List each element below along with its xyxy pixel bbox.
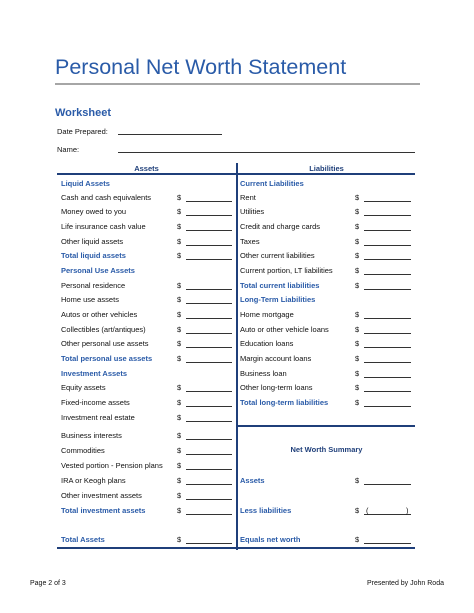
assets-row-label: Liquid Assets <box>61 179 110 188</box>
column-divider <box>236 163 238 550</box>
assets-amount-field[interactable] <box>186 318 232 319</box>
liabilities-row-label: Auto or other vehicle loans <box>240 325 329 334</box>
assets-row-label: Commodities <box>61 446 105 455</box>
assets-row-label: Life insurance cash value <box>61 222 146 231</box>
assets-row-label: Cash and cash equivalents <box>61 193 152 202</box>
liabilities-row-label: Current portion, LT liabilities <box>240 266 333 275</box>
liabilities-row-label: Total current liabilities <box>240 281 320 290</box>
net-worth-amount-field[interactable] <box>364 543 411 544</box>
currency-symbol: $ <box>177 237 182 246</box>
currency-symbol: $ <box>355 398 360 407</box>
liabilities-amount-field[interactable] <box>364 347 411 348</box>
currency-symbol: $ <box>177 383 182 392</box>
currency-symbol: $ <box>177 207 182 216</box>
currency-symbol: $ <box>177 281 182 290</box>
assets-amount-field[interactable] <box>186 406 232 407</box>
page-title: Personal Net Worth Statement <box>55 55 347 79</box>
currency-symbol: $ <box>177 491 182 500</box>
liabilities-amount-field[interactable] <box>364 318 411 319</box>
currency-symbol: $ <box>355 506 360 515</box>
liabilities-row-label: Rent <box>240 193 256 202</box>
currency-symbol: $ <box>177 506 182 515</box>
currency-symbol: $ <box>355 266 360 275</box>
assets-amount-field[interactable] <box>186 439 232 440</box>
assets-amount-field[interactable] <box>186 454 232 455</box>
assets-row-label: Autos or other vehicles <box>61 310 138 319</box>
net-worth-row-label: Less liabilities <box>240 506 292 515</box>
currency-symbol: $ <box>355 207 360 216</box>
close-paren: ) <box>406 506 409 515</box>
currency-symbol: $ <box>177 476 182 485</box>
assets-amount-field[interactable] <box>186 391 232 392</box>
assets-column-header: Assets <box>134 164 159 173</box>
assets-row-label: Other investment assets <box>61 491 142 500</box>
assets-row-label: Equity assets <box>61 383 106 392</box>
liabilities-amount-field[interactable] <box>364 230 411 231</box>
currency-symbol: $ <box>355 369 360 378</box>
currency-symbol: $ <box>355 237 360 246</box>
liabilities-amount-field[interactable] <box>364 245 411 246</box>
assets-row-label: Personal Use Assets <box>61 266 135 275</box>
page-number: Page 2 of 3 <box>30 580 66 587</box>
currency-symbol: $ <box>355 281 360 290</box>
liabilities-row-label: Education loans <box>240 339 294 348</box>
liabilities-amount-field[interactable] <box>364 333 411 334</box>
assets-row-label: Total investment assets <box>61 506 146 515</box>
currency-symbol: $ <box>177 413 182 422</box>
assets-row-label: Investment Assets <box>61 369 127 378</box>
currency-symbol: $ <box>355 354 360 363</box>
open-paren: ( <box>366 506 369 515</box>
liabilities-row-label: Other current liabilities <box>240 251 315 260</box>
liabilities-amount-field[interactable] <box>364 289 411 290</box>
liabilities-column-header: Liabilities <box>309 164 344 173</box>
assets-amount-field[interactable] <box>186 347 232 348</box>
assets-amount-field[interactable] <box>186 421 232 422</box>
currency-symbol: $ <box>177 193 182 202</box>
liabilities-row-label: Other long-term loans <box>240 383 313 392</box>
assets-amount-field[interactable] <box>186 230 232 231</box>
liabilities-row-label: Business loan <box>240 369 287 378</box>
assets-row-label: Money owed to you <box>61 207 127 216</box>
liabilities-row-label: Home mortgage <box>240 310 294 319</box>
name-label: Name: <box>57 145 80 154</box>
assets-amount-field[interactable] <box>186 484 232 485</box>
liabilities-row-label: Total long-term liabilities <box>240 398 329 407</box>
liabilities-row-label: Long-Term Liabilities <box>240 295 316 304</box>
worksheet-heading: Worksheet <box>55 107 112 119</box>
assets-amount-field[interactable] <box>186 245 232 246</box>
assets-amount-field[interactable] <box>186 289 232 290</box>
net-worth-divider <box>238 425 415 427</box>
assets-amount-field[interactable] <box>186 259 232 260</box>
table-bottom-rule <box>57 547 415 549</box>
date-prepared-field[interactable] <box>118 134 222 135</box>
assets-row-label: Vested portion - Pension plans <box>61 461 163 470</box>
currency-symbol: $ <box>177 431 182 440</box>
assets-row-label: Total personal use assets <box>61 354 153 363</box>
assets-row-label: Business interests <box>61 431 122 440</box>
title-divider <box>55 83 420 85</box>
currency-symbol: $ <box>177 398 182 407</box>
assets-row-label: Total liquid assets <box>61 251 126 260</box>
assets-amount-field[interactable] <box>186 303 232 304</box>
liabilities-amount-field[interactable] <box>364 215 411 216</box>
currency-symbol: $ <box>355 383 360 392</box>
currency-symbol: $ <box>355 193 360 202</box>
assets-row-label: Investment real estate <box>61 413 135 422</box>
currency-symbol: $ <box>177 222 182 231</box>
liabilities-amount-field[interactable] <box>364 362 411 363</box>
currency-symbol: $ <box>177 295 182 304</box>
liabilities-amount-field[interactable] <box>364 406 411 407</box>
liabilities-row-label: Credit and charge cards <box>240 222 321 231</box>
assets-amount-field[interactable] <box>186 543 232 544</box>
liabilities-row-label: Utilities <box>240 207 265 216</box>
net-worth-amount-field[interactable] <box>364 514 411 515</box>
currency-symbol: $ <box>355 222 360 231</box>
assets-row-label: Total Assets <box>61 535 105 544</box>
assets-row-label: IRA or Keogh plans <box>61 476 126 485</box>
liabilities-row-label: Current Liabilities <box>240 179 304 188</box>
liabilities-amount-field[interactable] <box>364 201 411 202</box>
liabilities-amount-field[interactable] <box>364 377 411 378</box>
liabilities-amount-field[interactable] <box>364 274 411 275</box>
currency-symbol: $ <box>355 535 360 544</box>
currency-symbol: $ <box>177 354 182 363</box>
assets-row-label: Fixed-income assets <box>61 398 130 407</box>
net-worth-amount-field[interactable] <box>364 484 411 485</box>
currency-symbol: $ <box>177 535 182 544</box>
liabilities-amount-field[interactable] <box>364 259 411 260</box>
currency-symbol: $ <box>355 476 360 485</box>
currency-symbol: $ <box>177 446 182 455</box>
net-worth-row-label: Equals net worth <box>240 535 301 544</box>
assets-amount-field[interactable] <box>186 469 232 470</box>
assets-amount-field[interactable] <box>186 215 232 216</box>
net-worth-row-label: Assets <box>240 476 265 485</box>
currency-symbol: $ <box>177 251 182 260</box>
assets-row-label: Collectibles (art/antiques) <box>61 325 146 334</box>
assets-row-label: Home use assets <box>61 295 119 304</box>
liabilities-row-label: Taxes <box>240 237 260 246</box>
assets-amount-field[interactable] <box>186 333 232 334</box>
name-field[interactable] <box>118 152 415 153</box>
assets-amount-field[interactable] <box>186 362 232 363</box>
currency-symbol: $ <box>355 325 360 334</box>
currency-symbol: $ <box>355 251 360 260</box>
assets-row-label: Other personal use assets <box>61 339 149 348</box>
currency-symbol: $ <box>177 339 182 348</box>
currency-symbol: $ <box>177 310 182 319</box>
assets-row-label: Other liquid assets <box>61 237 124 246</box>
currency-symbol: $ <box>177 461 182 470</box>
assets-amount-field[interactable] <box>186 499 232 500</box>
currency-symbol: $ <box>355 339 360 348</box>
assets-row-label: Personal residence <box>61 281 126 290</box>
currency-symbol: $ <box>177 325 182 334</box>
net-worth-summary-heading: Net Worth Summary <box>290 445 363 454</box>
liabilities-amount-field[interactable] <box>364 391 411 392</box>
presented-by: Presented by John Roda <box>366 580 444 587</box>
assets-amount-field[interactable] <box>186 514 232 515</box>
liabilities-row-label: Margin account loans <box>240 354 312 363</box>
currency-symbol: $ <box>355 310 360 319</box>
date-prepared-label: Date Prepared: <box>57 127 108 136</box>
assets-amount-field[interactable] <box>186 201 232 202</box>
